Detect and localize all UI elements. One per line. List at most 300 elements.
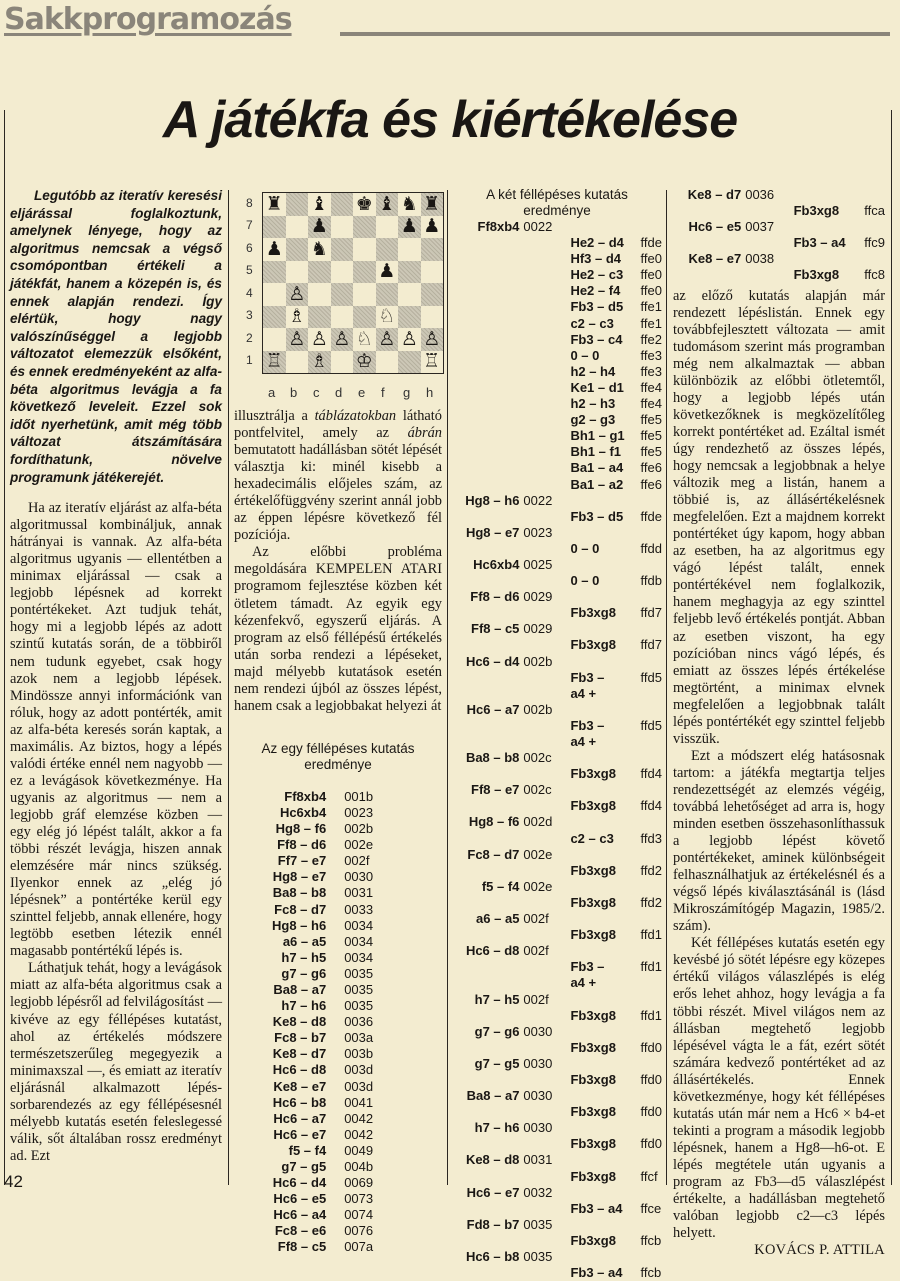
black-move-cell: Ke8 – d7 — [687, 187, 742, 202]
table-row — [452, 847, 662, 863]
black-move-cell: f5 – f4 — [481, 878, 520, 894]
black-value-cell — [519, 267, 570, 283]
black-value-cell — [519, 1104, 570, 1120]
table-row — [272, 1014, 373, 1030]
table-row — [452, 525, 662, 541]
white-pawn-icon: ♙ — [288, 282, 306, 305]
author-byline: KOVÁCS P. ATTILA — [754, 1242, 885, 1259]
black-move-cell — [452, 686, 519, 702]
value-cell: 0023 — [344, 804, 374, 820]
white-reply-cell: g2 – g3 — [570, 412, 616, 428]
black-move-cell — [452, 1201, 519, 1217]
table-row — [452, 1072, 662, 1088]
black-move-cell — [452, 380, 519, 396]
black-move-cell — [452, 605, 519, 621]
board-square — [376, 351, 399, 374]
black-move-cell — [673, 267, 741, 283]
black-move-cell — [452, 1040, 519, 1056]
black-value-cell: 002f — [523, 943, 549, 959]
value-cell: 0074 — [344, 1207, 374, 1223]
black-value-cell: 0025 — [523, 556, 553, 572]
table-row — [452, 1265, 662, 1281]
table-row — [272, 902, 373, 918]
white-reply-cell: Fb3xg8 — [570, 637, 616, 653]
black-move-cell — [452, 927, 519, 943]
white-reply-cell — [794, 251, 865, 267]
board-square — [331, 193, 354, 216]
black-value-cell: 002e — [523, 846, 553, 862]
black-value-cell: 0022 — [523, 492, 553, 508]
board-square — [421, 238, 444, 261]
white-reply-cell: 0 – 0 — [570, 540, 600, 556]
black-value-cell — [519, 380, 570, 396]
black-move-cell: Ba8 – a7 — [466, 1088, 520, 1104]
board-square — [286, 261, 309, 284]
file-label: f — [381, 385, 385, 400]
move-cell: Hc6 – b8 — [272, 1094, 327, 1110]
value-cell: 004b — [344, 1159, 374, 1174]
value-cell: 002f — [344, 853, 370, 869]
move-cell: g7 – g6 — [281, 965, 327, 981]
table-row — [673, 235, 885, 251]
file-label: a — [268, 385, 276, 400]
black-value-cell — [519, 412, 570, 428]
black-move-cell — [452, 283, 519, 299]
reply-value-cell — [641, 1249, 662, 1265]
board-square — [286, 193, 309, 216]
value-cell: 0031 — [344, 885, 374, 901]
black-value-cell — [519, 573, 570, 589]
black-bishop-icon: ♝ — [378, 192, 396, 215]
black-value-cell: 0029 — [523, 621, 553, 637]
white-reply-cell: a4 + — [570, 685, 597, 701]
black-value-cell — [519, 477, 570, 493]
move-cell: Ff8 – c5 — [277, 1239, 327, 1255]
white-reply-cell: Fb3xg8 — [570, 1039, 616, 1055]
reply-value-cell — [641, 1152, 662, 1168]
reply-value-cell — [641, 1217, 662, 1233]
file-label: d — [335, 385, 343, 400]
value-cell: 0036 — [344, 1014, 374, 1030]
white-bishop-icon: ♗ — [310, 350, 328, 373]
reply-value-cell: ffca — [864, 203, 885, 219]
table-row — [452, 670, 662, 686]
white-reply-cell — [570, 1249, 640, 1265]
table-row — [452, 992, 662, 1008]
reply-value-cell: ffd4 — [640, 766, 662, 782]
table-row — [452, 927, 662, 943]
table-row — [452, 1169, 662, 1185]
reply-value-cell: ffde — [640, 235, 662, 251]
table-row — [452, 477, 662, 493]
white-reply-cell: Fb3 – a4 — [570, 1200, 623, 1216]
table-row — [272, 1191, 373, 1207]
table-row — [452, 1056, 662, 1072]
reply-value-cell: ffe1 — [640, 315, 662, 331]
black-value-cell — [519, 283, 570, 299]
table-row — [452, 1201, 662, 1217]
black-move-cell — [452, 1233, 519, 1249]
table-row — [272, 837, 373, 853]
black-value-cell — [741, 235, 793, 251]
column-2 — [234, 408, 442, 1256]
white-reply-cell — [570, 1152, 640, 1168]
board-square — [308, 283, 331, 306]
black-value-cell — [519, 316, 570, 332]
table-row — [452, 1024, 662, 1040]
reply-value-cell: ffe0 — [640, 267, 662, 283]
black-value-cell — [519, 509, 570, 525]
reply-value-cell — [641, 750, 662, 766]
white-reply-cell: Fb3xg8 — [570, 766, 616, 782]
white-reply-cell — [570, 750, 640, 766]
black-pawn-icon: ♟ — [400, 215, 418, 238]
board-square — [308, 238, 331, 261]
black-value-cell: 002b — [523, 701, 553, 717]
move-cell: Ff7 – e7 — [277, 853, 327, 869]
white-reply-cell — [570, 557, 640, 573]
black-value-cell — [519, 798, 570, 814]
white-reply-cell: Fb3xg8 — [570, 1136, 616, 1152]
board-square — [421, 283, 444, 306]
table-row — [272, 998, 373, 1014]
white-reply-cell: a4 + — [570, 975, 597, 991]
table-row — [452, 702, 662, 718]
board-square — [286, 216, 309, 239]
reply-value-cell — [641, 219, 662, 235]
board-square — [286, 328, 309, 351]
board-square — [263, 238, 286, 261]
table-row — [272, 966, 373, 982]
reply-value-cell: ffdb — [640, 573, 662, 589]
black-move-cell — [452, 316, 519, 332]
white-reply-cell: h2 – h4 — [570, 363, 616, 379]
move-cell: Hc6 – d4 — [272, 1175, 327, 1191]
reply-value-cell — [641, 557, 662, 573]
white-reply-cell: h2 – h3 — [570, 396, 616, 412]
table-row — [452, 959, 662, 975]
black-move-cell: Hc6 – a7 — [466, 701, 520, 717]
black-value-cell: 0037 — [745, 219, 775, 235]
white-reply-cell — [570, 1024, 640, 1040]
table-row — [272, 1175, 373, 1191]
table-row — [272, 950, 373, 966]
white-reply-cell: Bh1 – f1 — [570, 444, 622, 460]
board-square — [421, 193, 444, 216]
board-square — [398, 216, 421, 239]
table-row — [452, 589, 662, 605]
board-square — [331, 328, 354, 351]
white-reply-cell — [570, 814, 640, 830]
board-square — [263, 328, 286, 351]
move-cell: Hg8 – f6 — [275, 821, 327, 837]
reply-value-cell — [641, 734, 662, 750]
table-row — [452, 605, 662, 621]
reply-value-cell — [641, 702, 662, 718]
table-row — [272, 1223, 373, 1239]
table-row — [272, 1062, 373, 1078]
value-cell: 0033 — [344, 901, 374, 917]
black-move-cell — [452, 1008, 519, 1024]
board-square — [286, 351, 309, 374]
black-value-cell — [519, 766, 570, 782]
table-row — [452, 975, 662, 991]
text-run: illusztrálja a — [234, 408, 315, 424]
black-value-cell — [519, 863, 570, 879]
table-row — [452, 380, 662, 396]
table-row — [452, 573, 662, 589]
move-cell: Ke8 – e7 — [273, 1078, 327, 1094]
black-move-cell: g7 – g6 — [474, 1023, 520, 1039]
table-row — [452, 814, 662, 830]
black-move-cell — [452, 460, 519, 476]
table-row — [272, 821, 373, 837]
black-move-cell — [452, 251, 519, 267]
black-move-cell — [452, 477, 519, 493]
reply-value-cell: ffe1 — [640, 299, 662, 315]
table-row — [452, 332, 662, 348]
column-2-body — [234, 408, 442, 715]
file-label: b — [290, 385, 298, 400]
black-move-cell — [452, 235, 519, 251]
reply-value-cell — [641, 975, 662, 991]
white-rook-icon: ♖ — [423, 350, 441, 373]
white-reply-cell — [570, 702, 640, 718]
table-row — [452, 235, 662, 251]
board-square — [421, 351, 444, 374]
black-pawn-icon: ♟ — [265, 237, 283, 260]
chess-board — [262, 192, 444, 374]
reply-value-cell: ffc8 — [864, 267, 885, 283]
board-square — [263, 193, 286, 216]
board-square — [331, 306, 354, 329]
board-square — [308, 328, 331, 351]
white-reply-cell: Fb3xg8 — [570, 894, 616, 910]
black-move-cell: h7 – h5 — [474, 991, 520, 1007]
white-reply-cell — [570, 621, 640, 637]
table-row — [272, 805, 373, 821]
black-move-cell — [452, 1136, 519, 1152]
white-reply-cell: c2 – c3 — [570, 830, 614, 846]
table-row — [452, 1233, 662, 1249]
value-cell: 0041 — [344, 1094, 374, 1110]
reply-value-cell — [641, 911, 662, 927]
white-reply-cell: Fb3 – a4 — [793, 235, 846, 251]
body-paragraph: Ezt a módszert elég hatásosnak tartom: a játékfa megtartja teljes rendezettségét az elemzés végéig, továbbá lehetőséget ad arra is, hogy minden esetben összehasonlíthassuk a legjobb lépést követő pontértékeket, aminek különbségeit felhasználhatjuk az értékelésnél és a végső lépés kiválasztásánál is (lásd Mikroszámítógép Magazin, 1985/2. szám). — [673, 747, 885, 935]
black-move-cell — [452, 364, 519, 380]
black-value-cell: 0030 — [523, 1055, 553, 1071]
black-move-cell — [452, 1072, 519, 1088]
table-row — [452, 911, 662, 927]
black-value-cell — [519, 1040, 570, 1056]
white-bishop-icon: ♗ — [288, 305, 306, 328]
black-value-cell: 0038 — [745, 251, 775, 267]
reply-value-cell — [641, 621, 662, 637]
black-move-cell: Ff8 – c5 — [471, 621, 520, 637]
value-cell: 0042 — [344, 1110, 374, 1126]
value-cell: 0073 — [344, 1191, 374, 1207]
white-reply-cell: Fb3xg8 — [570, 1007, 616, 1023]
value-cell: 007a — [344, 1239, 374, 1255]
white-reply-cell — [794, 219, 865, 235]
two-ply-table-title: A két féllépéses kutatás eredménye — [486, 187, 628, 218]
board-square — [376, 328, 399, 351]
black-move-cell: Hc6xb4 — [473, 556, 520, 572]
rank-label: 3 — [246, 308, 253, 322]
white-knight-icon: ♘ — [355, 327, 373, 350]
black-value-cell — [519, 1233, 570, 1249]
white-reply-cell: Fb3 – — [570, 959, 605, 975]
table-row — [272, 1111, 373, 1127]
reply-value-cell: ffd2 — [640, 894, 662, 910]
two-ply-table-continued — [673, 187, 885, 284]
move-cell: Ke8 – d7 — [272, 1046, 327, 1062]
black-move-cell — [452, 831, 519, 847]
reply-value-cell — [641, 493, 662, 509]
black-value-cell — [741, 203, 793, 219]
white-reply-cell: Fb3xg8 — [570, 1104, 616, 1120]
white-reply-cell: Fb3 – d5 — [570, 508, 624, 524]
rank-label: 8 — [246, 196, 253, 210]
black-move-cell — [452, 573, 519, 589]
white-pawn-icon: ♙ — [333, 327, 351, 350]
black-value-cell — [519, 396, 570, 412]
table-row — [452, 557, 662, 573]
board-square — [421, 216, 444, 239]
board-square — [286, 306, 309, 329]
table-row — [673, 267, 885, 283]
white-knight-icon: ♘ — [378, 305, 396, 328]
black-value-cell: 0022 — [523, 219, 553, 234]
white-reply-cell: Fb3 – a4 — [570, 1265, 623, 1281]
table-row — [452, 428, 662, 444]
black-move-cell: Fd8 – b7 — [466, 1216, 520, 1232]
one-ply-table — [272, 789, 373, 1256]
board-square — [376, 261, 399, 284]
reply-value-cell — [641, 1088, 662, 1104]
table-row — [452, 219, 662, 235]
black-move-cell — [452, 541, 519, 557]
board-square — [398, 261, 421, 284]
black-value-cell: 002c — [523, 750, 552, 766]
board-square — [353, 351, 376, 374]
white-reply-cell: Fb3 – d5 — [570, 299, 624, 315]
text-emphasis: táblázatokban — [314, 408, 397, 424]
black-move-cell: Ff8 – d6 — [470, 589, 520, 605]
move-cell: Hc6 – a7 — [273, 1110, 327, 1126]
board-square — [263, 351, 286, 374]
black-move-cell — [673, 203, 741, 219]
white-reply-cell — [570, 1185, 640, 1201]
black-move-cell — [452, 637, 519, 653]
reply-value-cell — [864, 251, 885, 267]
move-cell: g7 – g5 — [281, 1159, 327, 1174]
reply-value-cell — [641, 686, 662, 702]
black-bishop-icon: ♝ — [310, 192, 328, 215]
black-value-cell — [519, 541, 570, 557]
move-cell: f5 – f4 — [288, 1142, 327, 1158]
black-move-cell — [452, 718, 519, 734]
white-reply-cell: Ba1 – a4 — [570, 460, 624, 476]
board-square — [331, 238, 354, 261]
white-reply-cell: Fb3xg8 — [570, 1071, 616, 1087]
board-square — [398, 283, 421, 306]
table-row — [272, 789, 373, 805]
black-king-icon: ♚ — [355, 192, 373, 215]
white-pawn-icon: ♙ — [378, 327, 396, 350]
board-square — [308, 261, 331, 284]
black-move-cell — [452, 509, 519, 525]
table-row — [673, 219, 885, 235]
move-cell: Hg8 – h6 — [272, 917, 327, 933]
board-square — [353, 193, 376, 216]
black-value-cell — [519, 605, 570, 621]
white-reply-cell — [570, 1088, 640, 1104]
black-value-cell: 0036 — [745, 187, 775, 202]
board-square — [308, 351, 331, 374]
white-reply-cell — [570, 525, 640, 541]
white-reply-cell: Fb3xg8 — [570, 605, 616, 621]
black-move-cell: Hc6 – b8 — [465, 1249, 520, 1264]
white-reply-cell: a4 + — [570, 734, 597, 749]
move-cell: Ff8xb4 — [284, 788, 327, 804]
black-move-cell — [452, 670, 519, 686]
black-value-cell — [519, 251, 570, 267]
black-move-cell — [452, 798, 519, 814]
white-reply-cell: Fb3xg8 — [793, 203, 840, 219]
table-row — [452, 1104, 662, 1120]
reply-value-cell: ffce — [640, 1200, 662, 1216]
one-ply-table-title: Az egy féllépéses kutatás eredménye — [261, 740, 415, 772]
value-cell: 003d — [344, 1062, 374, 1078]
reply-value-cell — [641, 1120, 662, 1136]
black-move-cell: Ke8 – d8 — [465, 1152, 520, 1168]
white-reply-cell — [570, 911, 640, 927]
table-row — [452, 1136, 662, 1152]
table-row — [452, 718, 662, 734]
black-value-cell — [519, 1201, 570, 1217]
table-row — [452, 1040, 662, 1056]
reply-value-cell: ffd0 — [640, 1104, 662, 1120]
black-move-cell — [673, 235, 741, 251]
black-value-cell: 0023 — [523, 524, 553, 540]
reply-value-cell: ffe2 — [640, 331, 662, 347]
lead-paragraph: Legutóbb az iteratív keresési eljárással foglalkoztunk, amelynek lényege, hogy az algoritmus nemcsak a végső csomópontban értékeli a játékfát, hanem a közepén is, és ennek alapján rendezi. Így elértük, hogy nagy valószínűséggel a legjobb változatot elemezzük elsőként, és ennek eredményeként az alfa-béta algoritmus levágja a fa következő leveleit. Ezzel sok időt nyerhetünk, amit még több változat átszámítására fordíthatunk, növelve programunk játékerejét. — [10, 188, 222, 485]
table-row — [272, 869, 373, 885]
white-pawn-icon: ♙ — [310, 327, 328, 350]
table-row — [452, 348, 662, 364]
body-paragraph: Az előbbi probléma megoldására KEMPELEN ATARI programom fejlesztése közben két ötletem támadt. Az egyik egy kézenfekvő, egyszerű eljárás. A program az első féllépésű értékelés után sorba rendezi a lépéseket, majd mélyebb kutatások esetén nem rendezi újból az összes lépést, hanem csak a legjobbakat helyezi át — [234, 544, 442, 714]
board-square — [353, 283, 376, 306]
board-square — [331, 351, 354, 374]
black-move-cell — [452, 895, 519, 911]
black-move-cell — [452, 428, 519, 444]
value-cell: 003d — [344, 1078, 374, 1094]
reply-value-cell — [641, 1185, 662, 1201]
table-row — [272, 918, 373, 934]
white-reply-cell: c2 – c3 — [570, 315, 614, 331]
table-row — [452, 1152, 662, 1168]
move-cell: Ke8 – d8 — [272, 1014, 327, 1030]
board-square — [353, 306, 376, 329]
table-row — [452, 444, 662, 460]
reply-value-cell: ffe6 — [640, 460, 662, 476]
rank-label: 1 — [246, 353, 253, 367]
table-row — [452, 1008, 662, 1024]
board-square — [286, 283, 309, 306]
column-1-body — [10, 500, 222, 1165]
black-move-cell: Hc6 – d4 — [465, 653, 520, 669]
